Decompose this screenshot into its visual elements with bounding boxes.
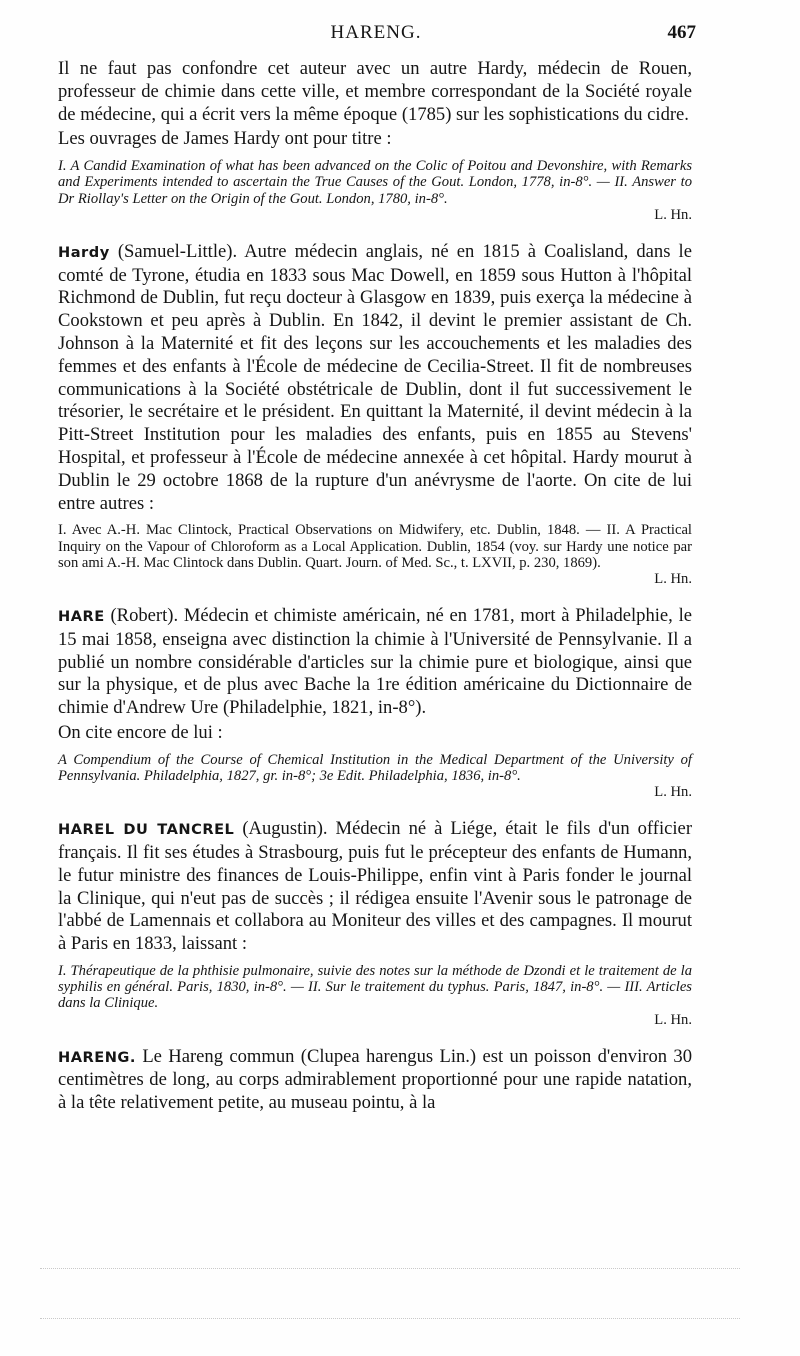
entry-text: Médecin et chimiste américain, né en 1781, mort à Philadelphie, le 15 mai 1858, enseigna avec distinction la chimie à l'Université de Pennsylvanie. Il a publié un nombre considérable d'articles sur la chimie pure et biologique, ainsi que sur la physique, et de plus avec Bache la 1re édition américaine du Dictionnaire de chimie d'Andrew Ure (Philadelphie, 1821, in-8°). [58, 604, 692, 719]
entry-headword: HAREL DU TANCREL [58, 821, 235, 839]
entry-headword: HARE [58, 607, 105, 625]
entry-hareng-paragraph [58, 1046, 692, 1115]
entry-text: Autre médecin anglais, né en 1815 à Coalisland, dans le comté de Tyrone, étudia en 1833 sous Mac Dowell, en 1859 sous Hutton à l'hôpital Richmond de Dublin, fut reçu docteur à Glasgow en 1839, puis exerça la médecine à Cookstown et peu après à Dublin. En 1842, il devint le premier assistant de Ch. Johnson à la Maternité et fit des leçons sur les accouchements et les maladies des femmes et des enfants à l'École de médecine de Cecilia-Street. Il fit de nombreuses communications à la Société obstétricale de Dublin, dont il fut successivement le trésorier, le secrétaire et le président. En quittant la Maternité, il devint médecin à la Pitt-Street Institution pour les maladies des enfants, puis en 1855 au Stevens' Hospital, et professeur à l'École de médecine annexée à cet hôpital. Hardy mourut à Dublin le 29 octobre 1868 de la rupture d'un anévrysme de l'aorte. On cite de lui entre autres : [58, 240, 692, 514]
entry-forename: (Augustin). [242, 818, 328, 840]
entry-cite-intro: On cite encore de lui : [58, 721, 223, 743]
entry-hare [58, 605, 692, 800]
intro-bibliography-text: I. A Candid Examination of what has been advanced on the Colic of Poitou and Devonshire, with Remarks and Experiments intended to ascertain the True Causes of the Gout. London, 1778, in-8°. — II. Answer to Dr Riollay's Letter on the Origin of the Gout. London, 1780, in-8°. [58, 158, 692, 207]
page-body [58, 58, 692, 1115]
entry-text: Le Hareng commun (Clupea harengus Lin.) est un poisson d'environ 30 centimètres de long, au corps admirablement proportionné pour une rapide natation, à la tête relativement petite, au museau pointu, à la [58, 1045, 692, 1114]
scan-artifact-line [40, 1318, 740, 1321]
entry-harel-paragraph [58, 818, 692, 956]
entry-hareng [58, 1046, 692, 1115]
entry-bibliography-text: I. Thérapeutique de la phthisie pulmonaire, suivie des notes sur la méthode de Dzondi et le traitement de la syphilis en général. Paris, 1830, in-8°. — II. Sur le traitement du typhus. Paris, 1847, in-8°. — III. Articles dans la Clinique. [58, 962, 692, 1012]
entry-hare-paragraph [58, 605, 692, 720]
entry-forename: (Samuel-Little). [117, 240, 238, 262]
entry-signature: L. Hn. [654, 570, 692, 587]
entry-bibliography [58, 752, 692, 784]
page-header [56, 22, 696, 50]
entry-signature: L. Hn. [654, 1011, 692, 1028]
entry-bibliography: I. Avec A.-H. Mac Clintock, Practical Observations on Midwifery, etc. Dublin, 1848. — II. A Practical Inquiry on the Vapour of Chloroform as a Local Application. Dublin, 1854 (voy. sur Hardy une notice par son ami A.-H. Mac Clintock dans Dublin. Quart. Journ. of Med. Sc., t. LXVII, p. 230, 1869). [58, 522, 692, 571]
entry-text: Médecin né à Liége, était le fils d'un officier français. Il fit ses études à Strasbourg, puis fut le précepteur des enfants de Humann, le futur ministre des finances de Louis-Philippe, enfin vint à Paris fonder le journal la Clinique, qui n'eut pas de succès ; il rédigea ensuite l'Avenir sous le patronage de l'abbé de Lamennais et collabora au Moniteur des villes et des campagnes. Il mourut à Paris en 1833, laissant : [58, 818, 693, 955]
entry-hardy [58, 241, 692, 587]
intro-paragraph: Il ne faut pas confondre cet auteur avec un autre Hardy, médecin de Rouen, professeur de chimie dans cette ville, et membre correspondant de la Société royale de médecine, qui a écrit vers la même époque (1785) sur les sophistications du cidre. [58, 58, 692, 125]
entry-signature: L. Hn. [654, 784, 692, 801]
intro-bibliography [58, 158, 692, 207]
entry-hardy-paragraph [58, 241, 692, 516]
running-head: HARENG. [330, 22, 422, 43]
entry-bibliography-text: A Compendium of the Course of Chemical Institution in the Medical Department of the University of Pennsylvania. Philadelphia, 1827, gr. in-8°; 3e Edit. Philadelphia, 1836, in-8°. [58, 751, 692, 784]
entry-forename: (Robert). [110, 604, 179, 626]
intro-signature: L. Hn. [654, 206, 692, 223]
entry-harel-du-tancrel [58, 818, 692, 1027]
intro-cite-intro: Les ouvrages de James Hardy ont pour titre : [58, 128, 392, 150]
entry-headword: HARENG. [58, 1048, 136, 1066]
entry-bibliography [58, 963, 692, 1012]
scan-artifact-line [40, 1268, 740, 1271]
entry-headword: Hardy [58, 243, 110, 261]
page-number: 467 [667, 22, 696, 43]
